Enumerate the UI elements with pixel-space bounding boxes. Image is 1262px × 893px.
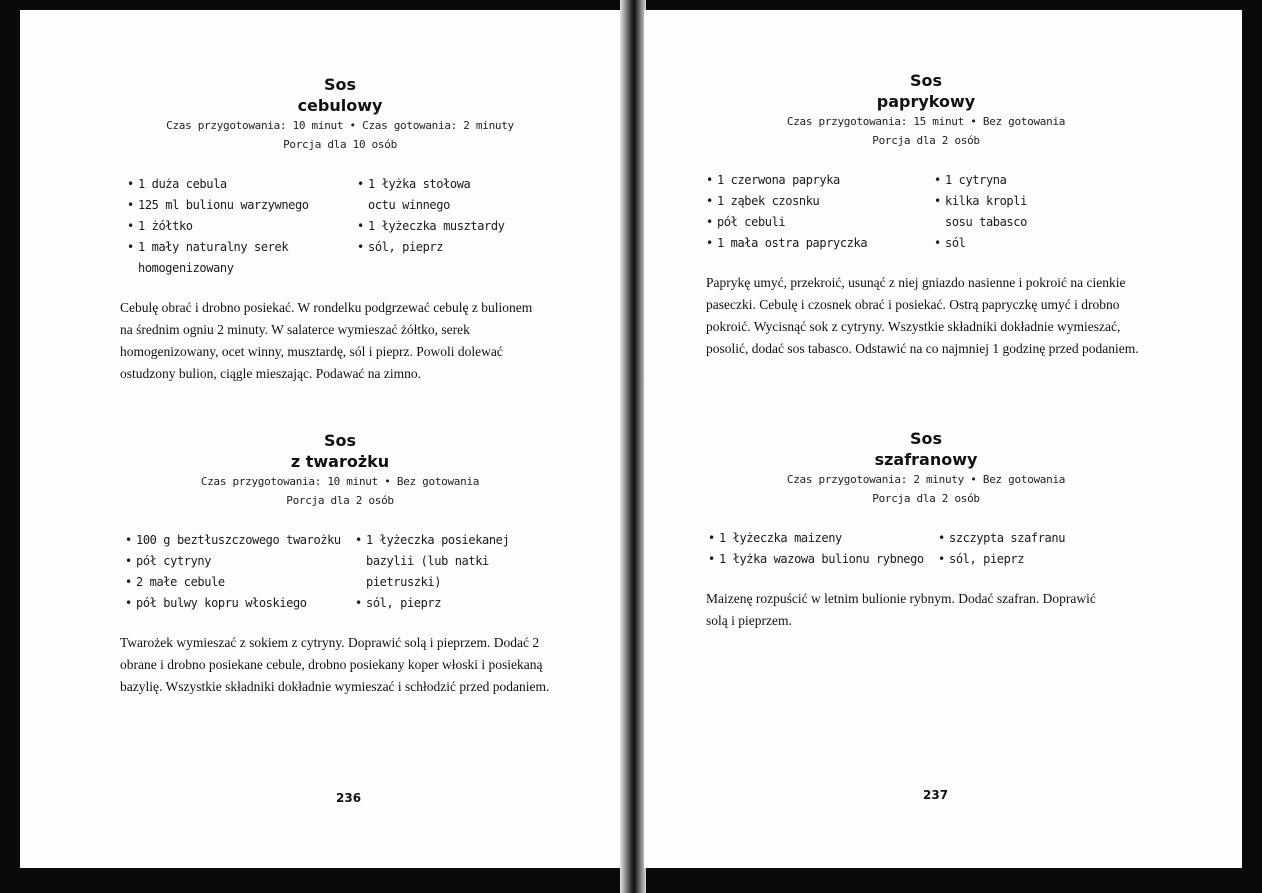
recipe-sos-z-twarozku bbox=[120, 430, 580, 698]
ingredient-item: • pół bulwy kopru włoskiego bbox=[125, 593, 355, 614]
ingredient-item: • 1 duża cebula bbox=[127, 174, 357, 195]
recipe-sos-cebulowy bbox=[120, 74, 560, 385]
ingredient-item: • 1 łyżeczka posiekanej bazylii (lub natki pietruszki) bbox=[355, 530, 541, 593]
ingredients-column-2 bbox=[934, 170, 1134, 254]
ingredients-column-1 bbox=[708, 528, 938, 570]
ingredient-item: • 1 mały naturalny serek homogenizowany bbox=[127, 237, 298, 279]
ingredient-item: • 1 cytryna bbox=[934, 170, 1134, 191]
recipe-title: Sos paprykowy bbox=[876, 71, 976, 111]
ingredient-item: • sól, pieprz bbox=[355, 593, 555, 614]
ingredients-column-2 bbox=[357, 174, 557, 279]
ingredient-item: • 1 łyżka stołowa octu winnego bbox=[357, 174, 498, 216]
ingredient-item: • sól, pieprz bbox=[357, 237, 557, 258]
ingredient-item: • kilka kropli sosu tabasco bbox=[934, 191, 1045, 233]
recipe-title: Sos szafranowy bbox=[874, 429, 978, 469]
ingredient-item: • sól bbox=[934, 233, 1134, 254]
ingredients-column-1 bbox=[125, 530, 355, 614]
ingredient-item: • 1 mała ostra papryczka bbox=[706, 233, 934, 254]
page-number: 236 bbox=[336, 791, 362, 805]
ingredient-item: • 1 łyżeczka maizeny bbox=[708, 528, 938, 549]
page-number: 237 bbox=[923, 788, 949, 802]
ingredient-item: • 125 ml bulionu warzywnego bbox=[127, 195, 357, 216]
ingredients-list bbox=[127, 174, 560, 279]
right-page bbox=[644, 10, 1242, 868]
ingredients-column-1 bbox=[127, 174, 357, 279]
left-page bbox=[20, 10, 632, 868]
ingredient-item: • 1 czerwona papryka bbox=[706, 170, 934, 191]
ingredient-item: • 1 ząbek czosnku bbox=[706, 191, 934, 212]
recipe-sos-paprykowy bbox=[706, 70, 1156, 360]
recipe-title: Sos cebulowy bbox=[297, 75, 383, 115]
ingredients-column-1 bbox=[706, 170, 934, 254]
ingredients-column-2 bbox=[938, 528, 1138, 570]
book-gutter bbox=[620, 0, 646, 893]
ingredients-list bbox=[708, 528, 1156, 570]
ingredient-item: • 100 g beztłuszczowego twarożku bbox=[125, 530, 355, 551]
ingredient-item: • 1 łyżeczka musztardy bbox=[357, 216, 557, 237]
recipe-sos-szafranowy bbox=[706, 428, 1156, 632]
recipe-title: Sos z twarożku bbox=[290, 431, 390, 471]
ingredient-item: • 1 żółtko bbox=[127, 216, 357, 237]
ingredients-list bbox=[706, 170, 1156, 254]
recipe-method: Cebulę obrać i drobno posiekać. W rondelku podgrzewać cebulę z bulionem na średnim ogniu 2 minuty. W salaterce wymieszać żółtko, serek homogenizowany, ocet winny, musztardę, sól i pieprz. Powoli dolewać ostudzony bulion, ciągle mieszając. Podawać na zimno. bbox=[120, 300, 533, 381]
ingredient-item: • 2 małe cebule bbox=[125, 572, 355, 593]
recipe-meta: Czas przygotowania: 2 minuty • Bez gotowania Porcja dla 2 osób bbox=[786, 473, 1066, 505]
ingredients-column-2 bbox=[355, 530, 555, 614]
recipe-meta: Czas przygotowania: 10 minut • Czas gotowania: 2 minuty Porcja dla 10 osób bbox=[166, 119, 514, 151]
recipe-method: Paprykę umyć, przekroić, usunąć z niej gniazdo nasienne i pokroić na cienkie paseczki. Cebulę i czosnek obrać i posiekać. Ostrą papryczkę umyć i drobno pokroić. Wycisnąć sok z cytryny. Wszystkie składniki dokładnie wymieszać, posolić, dodać sos tabasco. Odstawić na co najmniej 1 godzinę przed podaniem. bbox=[706, 275, 1139, 356]
ingredient-item: • 1 łyżka wazowa bulionu rybnego bbox=[708, 549, 938, 570]
ingredient-item: • sól, pieprz bbox=[938, 549, 1138, 570]
recipe-meta: Czas przygotowania: 15 minut • Bez gotowania Porcja dla 2 osób bbox=[786, 115, 1066, 147]
recipe-meta: Czas przygotowania: 10 minut • Bez gotowania Porcja dla 2 osób bbox=[200, 475, 480, 507]
recipe-method: Maizenę rozpuścić w letnim bulionie rybnym. Dodać szafran. Doprawić solą i pieprzem. bbox=[706, 591, 1096, 628]
ingredient-item: • szczypta szafranu bbox=[938, 528, 1138, 549]
recipe-method: Twarożek wymieszać z sokiem z cytryny. Doprawić solą i pieprzem. Dodać 2 obrane i drobno posiekane cebule, drobno posiekany koper włoski i posiekaną bazylię. Wszystkie składniki dokładnie wymieszać i schłodzić przed podaniem. bbox=[120, 635, 550, 694]
ingredient-item: • pół cytryny bbox=[125, 551, 355, 572]
scan-border-right bbox=[1242, 0, 1262, 893]
ingredient-item: • pół cebuli bbox=[706, 212, 934, 233]
ingredients-list bbox=[125, 530, 580, 614]
